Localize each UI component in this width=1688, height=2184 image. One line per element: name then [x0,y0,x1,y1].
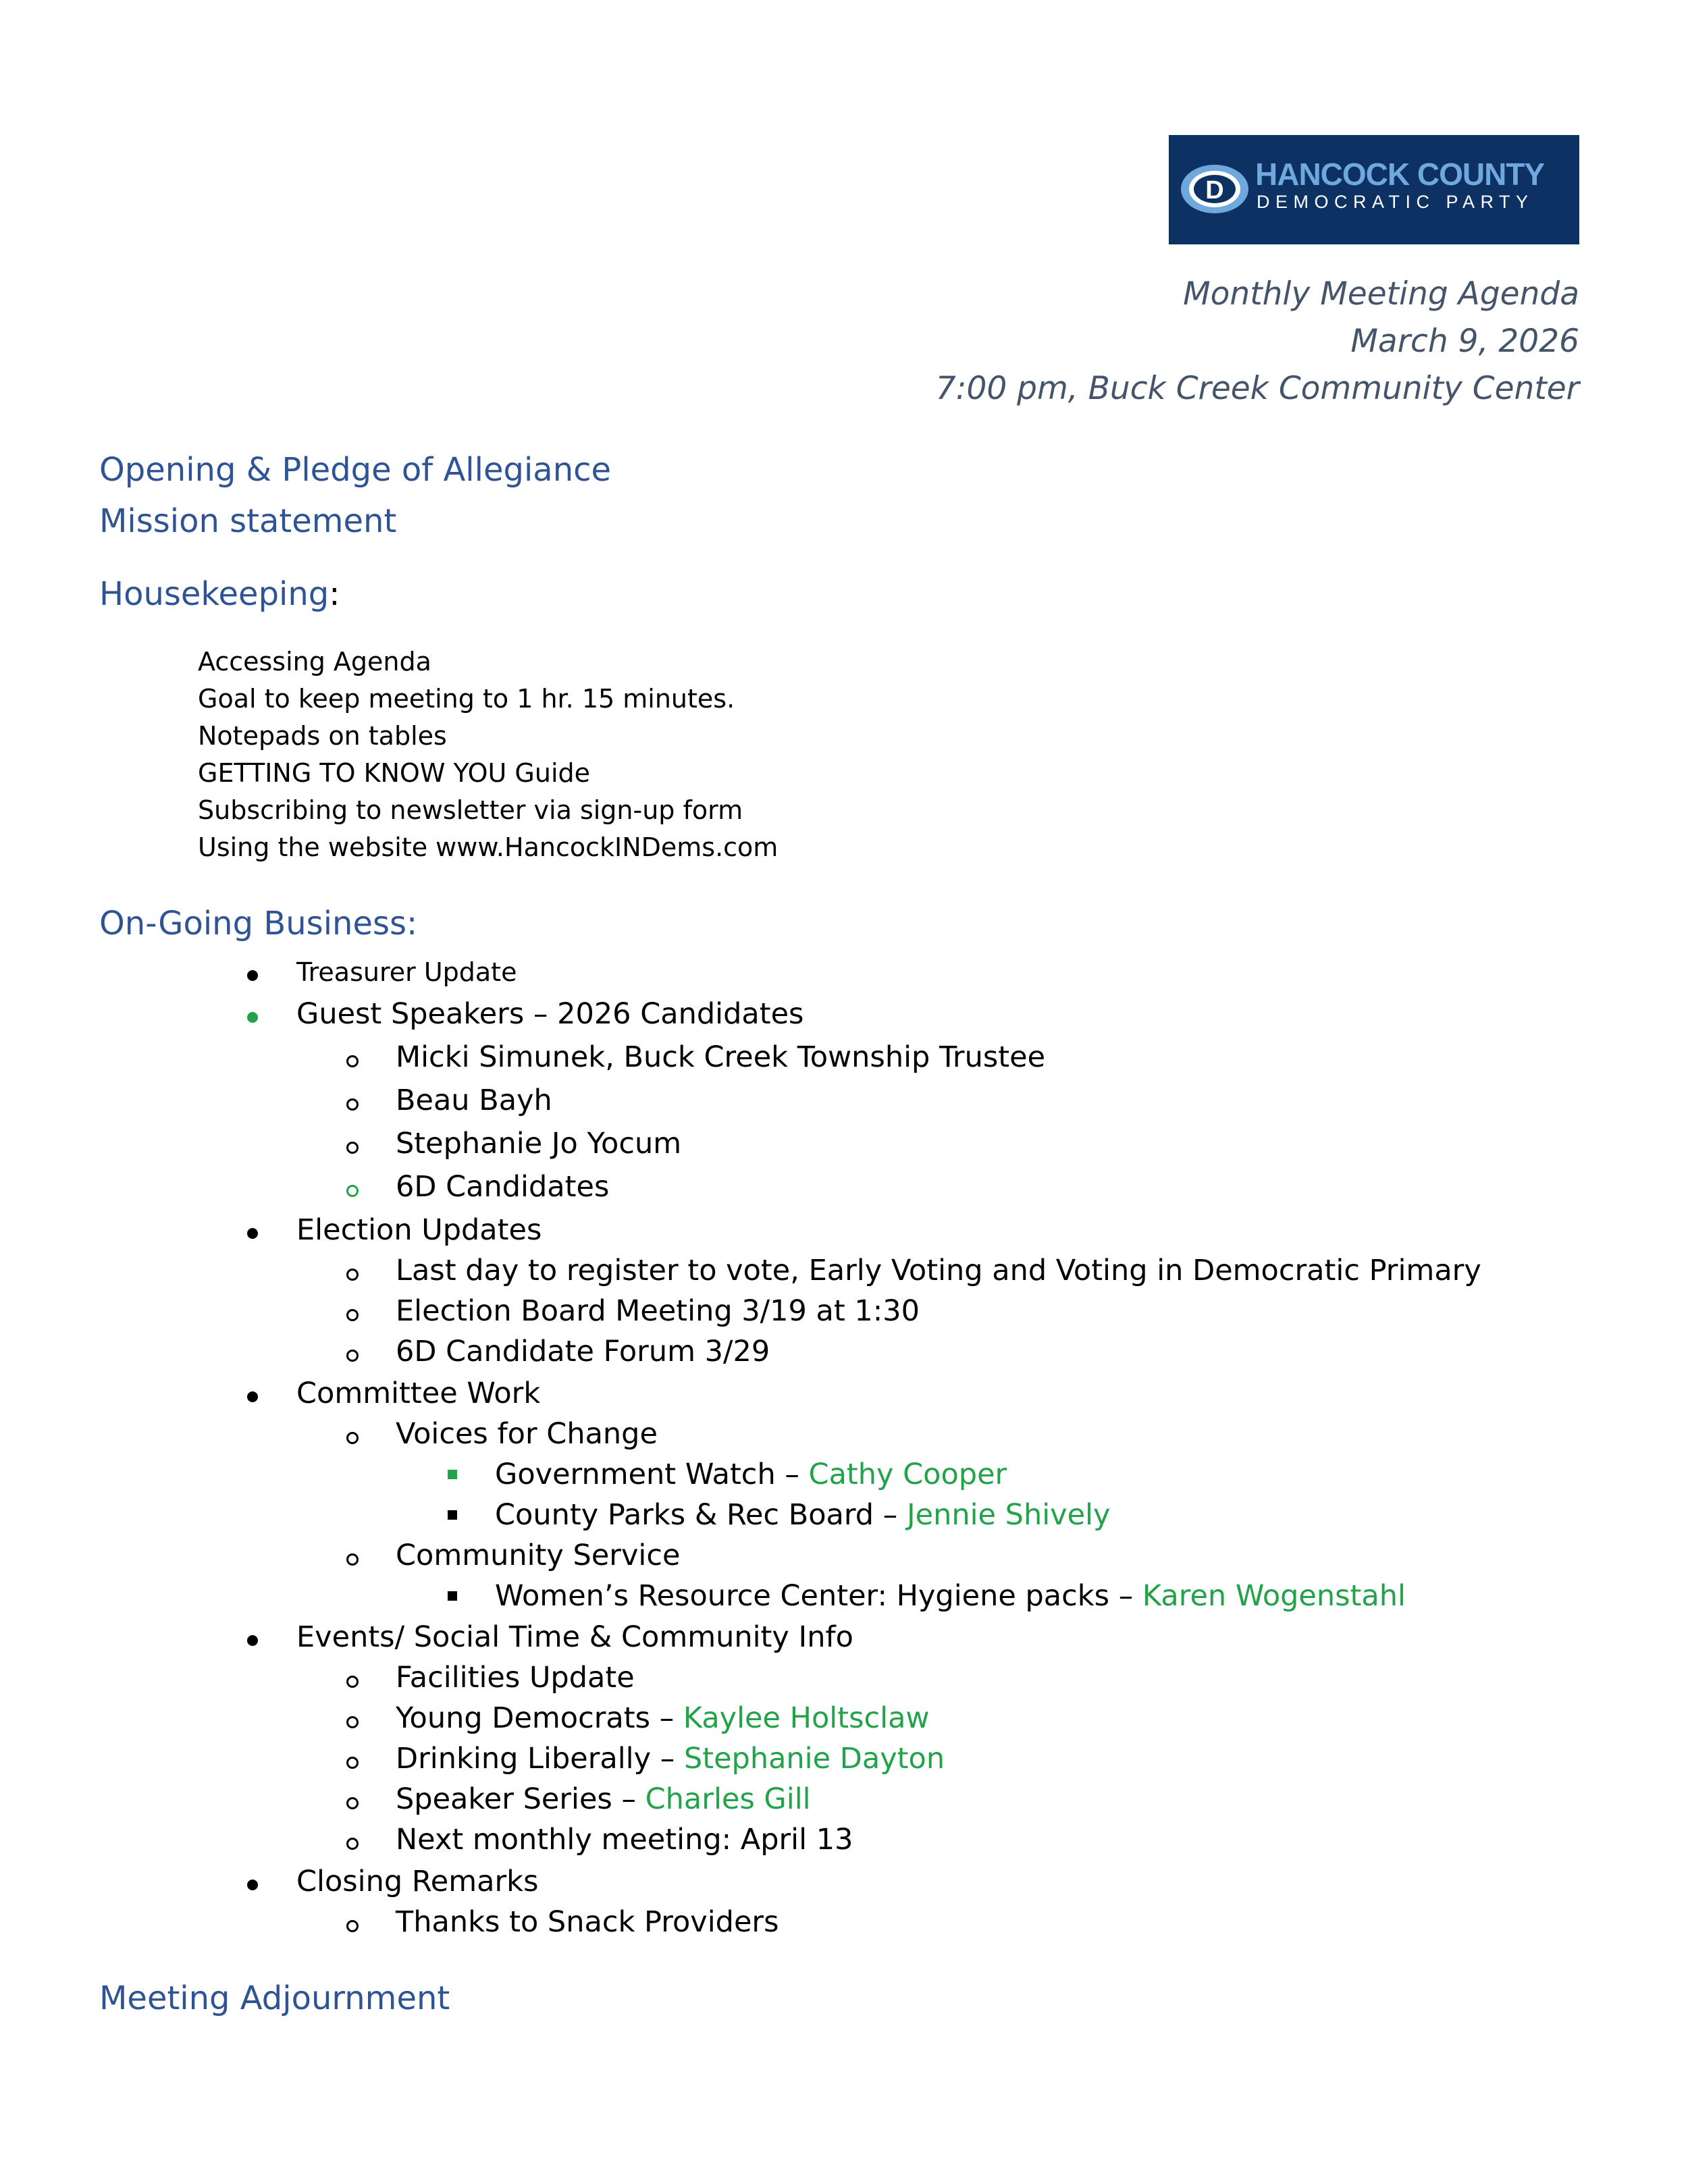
item-label: Committee Work [296,1377,541,1410]
heading-mission: Mission statement [99,502,397,540]
housekeeping-item: Goal to keep meeting to 1 hr. 15 minutes. [198,684,735,714]
circle-bullet-icon [346,1350,359,1362]
item-label: Micki Simunek, Buck Creek Township Trustee [396,1040,1046,1074]
circle-bullet-icon [346,1716,359,1728]
square-bullet-icon [448,1591,457,1601]
item-label: Events/ Social Time & Community Info [296,1620,853,1654]
logo-subtitle: DEMOCRATIC PARTY [1257,192,1534,212]
circle-bullet-icon [346,1920,359,1932]
circle-bullet-icon [346,1553,359,1566]
square-bullet-icon [448,1510,457,1520]
bullet-icon [247,970,258,981]
heading-ongoing-business: On-Going Business: [99,905,418,942]
circle-bullet-icon [346,1838,359,1850]
item-label: 6D Candidates [396,1170,610,1204]
item-label: Treasurer Update [296,957,517,987]
item-label: Next monthly meeting: April 13 [396,1823,853,1857]
person-name: Jennie Shively [906,1498,1111,1532]
circle-bullet-icon [346,1142,359,1154]
circle-bullet-icon [346,1185,359,1197]
item-label: Young Democrats – [396,1701,683,1735]
circle-bullet-icon [346,1055,359,1067]
item-label: Stephanie Jo Yocum [396,1127,682,1161]
item-label: Thanks to Snack Providers [396,1905,779,1939]
item-label: Beau Bayh [396,1084,552,1117]
person-name: Charles Gill [645,1782,811,1816]
circle-bullet-icon [346,1797,359,1809]
item-label: Government Watch – [495,1458,809,1491]
item-label: Closing Remarks [296,1865,539,1898]
d-logo-icon [1180,163,1250,215]
circle-bullet-icon [346,1676,359,1688]
circle-bullet-icon [346,1757,359,1769]
svg-text:D: D [1205,176,1224,205]
meeting-date: March 9, 2026 [1350,323,1579,360]
item-label: Speaker Series – [396,1782,645,1816]
party-logo [1169,135,1579,244]
heading-opening: Opening & Pledge of Allegiance [99,451,612,489]
circle-bullet-icon [346,1309,359,1321]
person-name: Cathy Cooper [808,1458,1007,1491]
heading-housekeeping: Housekeeping: [99,575,340,613]
square-bullet-icon [448,1470,457,1479]
housekeeping-item: Using the website www.HancockINDems.com [198,832,779,862]
item-label: Last day to register to vote, Early Voting and Voting in Democratic Primary [396,1254,1481,1287]
item-label: Election Updates [296,1213,542,1247]
item-label: Facilities Update [396,1661,635,1695]
bullet-icon [247,1228,258,1239]
bullet-icon [247,1635,258,1646]
housekeeping-item: GETTING TO KNOW YOU Guide [198,758,591,788]
person-name: Karen Wogenstahl [1142,1579,1406,1613]
heading-adjournment: Meeting Adjournment [99,1979,450,2017]
agenda-title: Monthly Meeting Agenda [1183,275,1579,313]
person-name: Kaylee Holtsclaw [683,1701,930,1735]
meeting-time-location: 7:00 pm, Buck Creek Community Center [935,370,1579,407]
item-label: Guest Speakers – 2026 Candidates [296,997,804,1031]
bullet-icon [247,1880,258,1890]
logo-title: HANCOCK COUNTY [1255,157,1545,192]
item-label: Drinking Liberally – [396,1742,684,1776]
bullet-icon [247,1391,258,1402]
housekeeping-item: Accessing Agenda [198,647,431,676]
housekeeping-item: Subscribing to newsletter via sign-up form [198,795,743,825]
person-name: Stephanie Dayton [683,1742,945,1776]
circle-bullet-icon [346,1098,359,1111]
item-label: Community Service [396,1539,681,1572]
item-label: Election Board Meeting 3/19 at 1:30 [396,1294,920,1328]
item-label: County Parks & Rec Board – [495,1498,907,1532]
bullet-icon [247,1012,258,1023]
item-label: Voices for Change [396,1417,658,1451]
housekeeping-item: Notepads on tables [198,721,447,751]
item-label: 6D Candidate Forum 3/29 [396,1335,770,1368]
circle-bullet-icon [346,1269,359,1281]
item-label: Women’s Resource Center: Hygiene packs – [495,1579,1142,1613]
circle-bullet-icon [346,1432,359,1444]
